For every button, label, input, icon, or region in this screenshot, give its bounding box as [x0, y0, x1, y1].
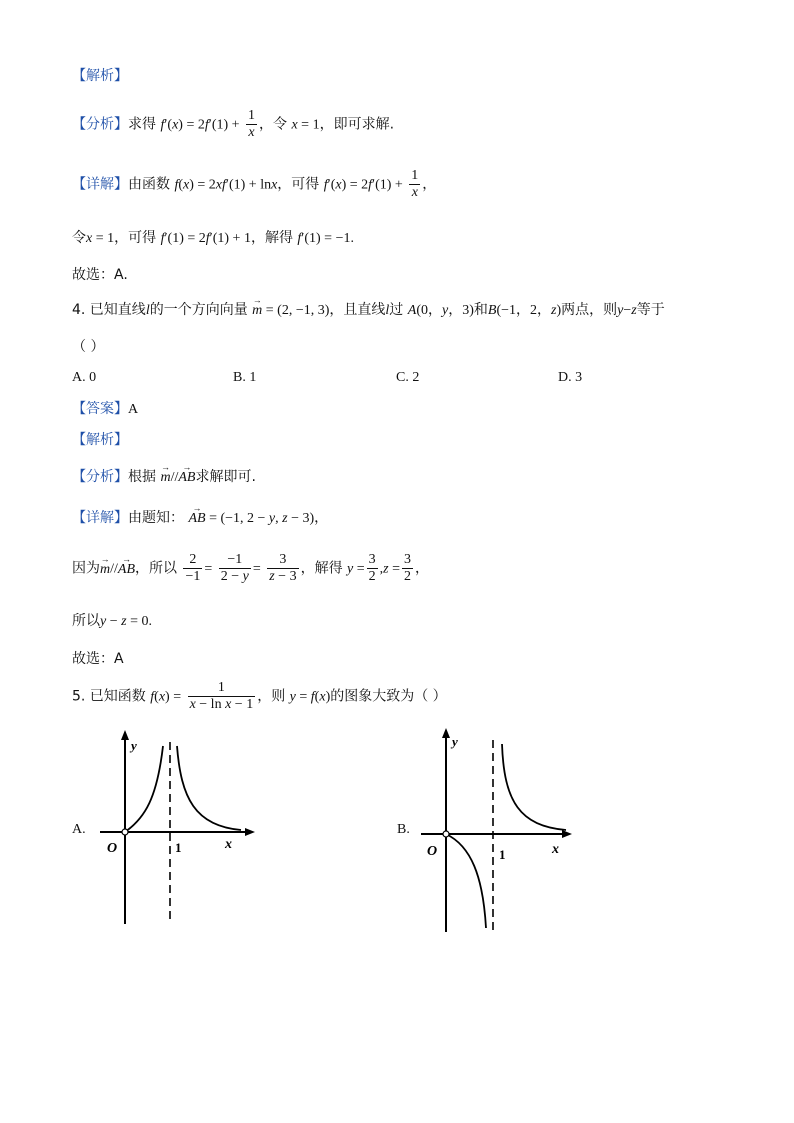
q4-paren: （ ）	[72, 339, 105, 355]
origin-hole	[122, 829, 128, 835]
q4-analysis-line: 【分析】根据 → m//→ AB求解即可.	[72, 467, 256, 488]
tick-1-label: 1	[499, 847, 506, 862]
q4-detail-line: 【详解】由题知： → AB = (−1, 2 − y, z − 3)，	[72, 508, 328, 529]
x-label: x	[225, 837, 232, 852]
q4-option-d: D. 3	[558, 370, 583, 385]
xiangjie-tag: 【详解】	[72, 176, 128, 193]
q4-option-b: B. 1	[233, 370, 257, 385]
y-axis-arrow-icon	[442, 728, 450, 738]
graph-b	[416, 726, 586, 936]
fenxi-tag: 【分析】	[72, 116, 128, 133]
x-axis-arrow-icon	[562, 830, 572, 838]
analysis-heading: 【解析】	[72, 432, 128, 448]
q4-result-line: 所以y − z = 0.	[72, 613, 152, 629]
q4-option-c: C. 2	[396, 370, 420, 385]
tick-1-label: 1	[175, 840, 182, 855]
q4-option-a: A. 0	[72, 370, 97, 385]
graph-b-label: B.	[397, 822, 410, 837]
q3-choice: 故选：A.	[72, 267, 128, 283]
y-label: y	[131, 738, 137, 753]
q4-answer-line	[72, 399, 138, 420]
q4-solve-line: 因为→ m//→ AB，所以 $\frac{2}{-1}$ = $\frac{-1}{2 - y}$ = $\frac{3}{z - 3}$ ，解得 y = $\frac{3}{2}$ ,z = $\frac{3}{2}$ ，	[72, 552, 429, 586]
q4-answer: A	[128, 402, 139, 417]
x-label: x	[552, 842, 559, 857]
origin-hole	[443, 831, 449, 837]
q4-choice: 故选：A	[72, 651, 124, 667]
graph-a-label: A.	[72, 822, 86, 837]
q3-analysis-line: 【分析】求得 f′(x) = 2f′(1) + $\frac{1}{x}$ ，令 x = 1，即可求解.	[72, 108, 395, 140]
q3-detail-line: 【详解】由函数 f(x) = 2xf′(1) + lnx，可得 f′(x) = 2f′(1) + $\frac{1}{x}$ ，	[72, 168, 437, 200]
origin-label: O	[107, 841, 118, 856]
fraction: $\frac{1}{x}$	[248, 108, 255, 140]
y-label: y	[452, 734, 458, 749]
answer-tag: 【答案】	[72, 401, 128, 417]
x-axis-arrow-icon	[245, 828, 255, 836]
curve-right	[502, 744, 566, 830]
curve-left	[446, 834, 486, 928]
y-axis-arrow-icon	[121, 730, 129, 740]
curve-left	[125, 746, 163, 832]
graph-a	[95, 728, 265, 928]
curve-right	[177, 746, 241, 830]
origin-label: O	[427, 844, 438, 859]
q4-stem: 4. 已知直线l的一个方向向量 → m = (2, −1, 3)，且直线l过 A(0，y，3)和B(−1，2，z)两点，则y−z等于	[72, 300, 665, 321]
q5-stem: 5. 已知函数 f(x) = $\frac{1}{\text{x − ln x − 1}}$ ，则 y = f(x)的图象大致为（ ）	[72, 680, 447, 712]
analysis-heading: 【解析】	[72, 68, 128, 84]
fraction: $\frac{1}{x}$	[411, 168, 419, 200]
q3-solve-line: 令x = 1，可得 f′(1) = 2f′(1) + 1，解得 f′(1) = −1.	[72, 230, 354, 246]
